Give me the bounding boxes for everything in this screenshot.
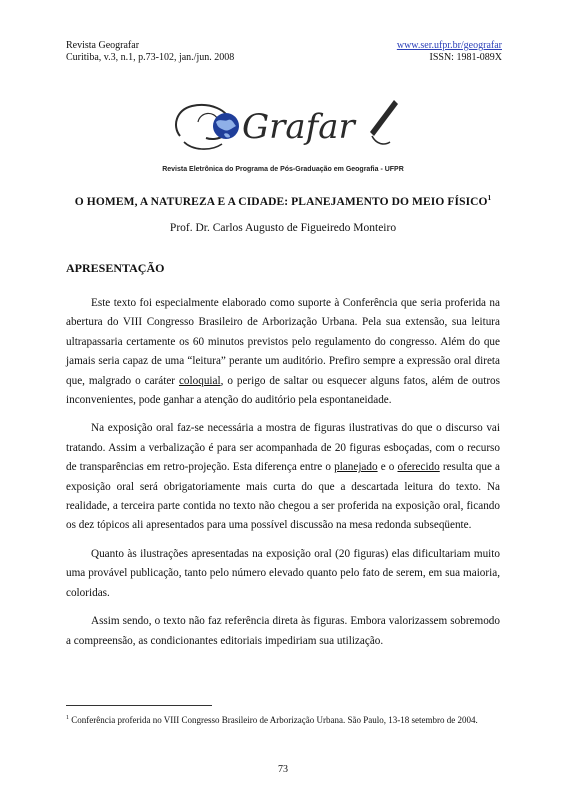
article-author: Prof. Dr. Carlos Augusto de Figueiredo Monteiro (169, 222, 397, 234)
article-title-text: O HOMEM, A NATUREZA E A CIDADE: PLANEJAMENTO DO MEIO FÍSICO (74, 195, 488, 208)
paragraph-1-text: Este texto foi especialmente elaborado como suporte à Conferência que seria proferida na abertura do VIII Congresso Brasileiro de Arborização Urbana. Pela sua extensão, sua leitura ultrapassaria certamente os 60 minutos previstos pelo regulamento do congresso. Além do que jamais seria capaz de uma “leitura” perante um auditório. Prefiro sempre a expressão oral direta que, malgrado o caráter (66, 297, 500, 387)
paragraph-2-mid: e o (377, 461, 398, 474)
page-number: 73 (278, 764, 288, 775)
paragraph-2 (66, 419, 500, 535)
paragraph-2-text-b: resulta que a exposição oral será obrigatoriamente mais curta do que a descartada leitura do texto. Na realidade, a terceira parte contida no texto não chegou a ser proferida na exposição oral, ficando os dez tópicos ali apresentados para uma possível discussão na mesa redonda subseqüente. (66, 461, 501, 532)
paragraph-1-end: , o perigo de saltar ou esquecer alguns fatos, além de outros inconvenientes, pode ganhar a atenção do auditório pela espontaneidade. (66, 374, 500, 407)
geografar-logo (170, 92, 406, 158)
logo-subtitle: Revista Eletrônica do Programa de Pós-Graduação em Geografia - UFPR (162, 166, 404, 173)
running-header-left (66, 40, 234, 64)
section-heading: APRESENTAÇÃO (66, 261, 165, 275)
paragraph-2-text-a: Na exposição oral faz-se necessária a mostra de figuras ilustrativas do que o discurso vai tratando. Assim a verbalização é para ser acompanhada de 20 figuras esboçadas, com o recurso de transparências em retro-projeção. Esta diferença entre o (66, 422, 500, 474)
journal-issn: ISSN: 1981-089X (429, 52, 502, 63)
journal-citation: Curitiba, v.3, n.1, p.73-102, jan./jun. 2008 (66, 52, 235, 63)
footnote (66, 712, 500, 726)
paragraph-1 (66, 294, 500, 410)
underlined-term-oferecido: oferecido (397, 461, 440, 474)
paragraph-3: Quanto às ilustrações apresentadas na exposição oral (20 figuras) elas dificultariam muito uma provável publicação, tanto pelo número elevado quanto pelo fato de serem, em sua maioria, coloridas. (66, 547, 500, 599)
logo-wordmark: Grafar (242, 107, 355, 147)
footnote-divider (66, 705, 212, 706)
underlined-term-coloquial: coloquial (178, 374, 221, 387)
footnote-marker: 1 (66, 715, 69, 721)
underlined-term-planejado: planejado (334, 461, 378, 474)
running-header-right (397, 40, 502, 64)
journal-url-link[interactable]: www.ser.ufpr.br/geografar (396, 40, 502, 51)
paragraph-4: Assim sendo, o texto não faz referência direta às figuras. Embora valorizassem sobremodo a compreensão, as condicionantes editoriais impediriam sua utilização. (66, 615, 500, 647)
article-body (66, 294, 500, 660)
footnote-text: Conferência proferida no VIII Congresso Brasileiro de Arborização Urbana. São Paulo, 13-18 setembro de 2004. (69, 715, 478, 725)
title-footnote-marker[interactable]: 1 (487, 194, 492, 202)
journal-name: Revista Geografar (66, 40, 140, 51)
article-title (66, 194, 500, 208)
